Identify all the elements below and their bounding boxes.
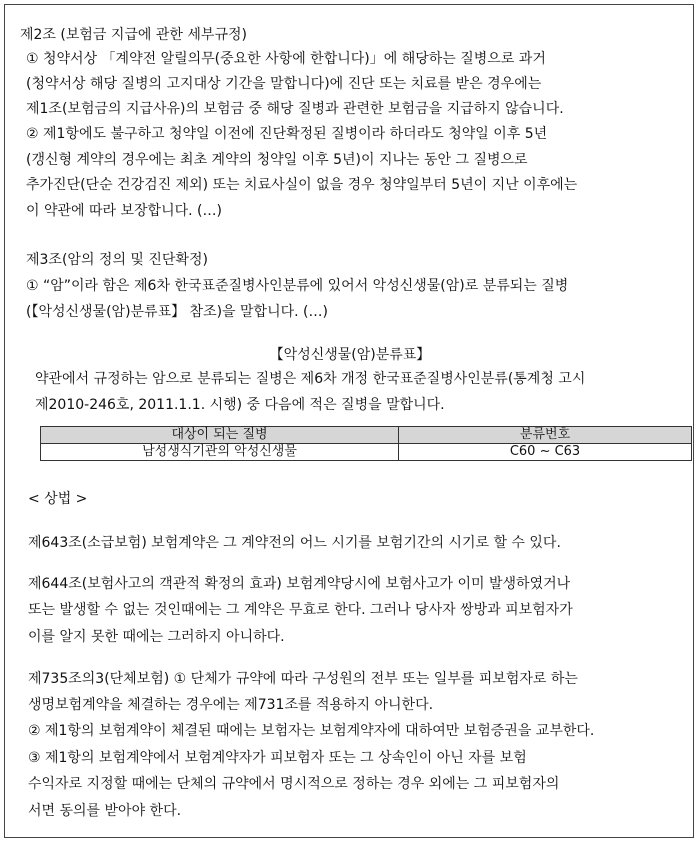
article-735-line: 서면 동의를 받아야 한다. xyxy=(28,803,182,819)
article-735-line: 제735조의3(단체보험) ① 단체가 규약에 따라 구성원의 전부 또는 일부를 피보험자로 하는 xyxy=(28,671,578,687)
table-cell: C60 ~ C63 xyxy=(399,444,692,461)
article-2-title: 제2조 (보험금 지급에 관한 세부규정) xyxy=(20,27,247,43)
column-header: 대상이 되는 질병 xyxy=(41,427,399,444)
article-644-line: 이를 알지 못한 때에는 그러하지 아니하다. xyxy=(28,629,285,645)
article-644-line: 제644조(보험사고의 객관적 확정의 효과) 보험계약당시에 보험사고가 이미 발생하였거나 xyxy=(28,576,571,592)
commercial-code-label: < 상법 > xyxy=(28,491,88,507)
classification-table xyxy=(40,426,692,461)
article-2-line: (청약서상 해당 질병의 고지대상 기간을 말합니다)에 진단 또는 치료를 받은 경우에는 xyxy=(26,76,542,92)
article-3-line: ① “암”이라 함은 제6차 한국표준질병사인분류에 있어서 악성신생물(암)로 분류되는 질병 xyxy=(26,278,569,294)
article-2-line: (갱신형 계약의 경우에는 최초 계약의 청약일 이후 5년)이 지나는 동안 그 질병으로 xyxy=(26,152,528,168)
table-header-row xyxy=(41,427,692,444)
article-2-line: 제1조(보험금의 지급사유)의 보험금 중 해당 질병과 관련한 보험금을 지급하지 않습니다. xyxy=(26,101,564,117)
article-735-line: 생명보험계약을 체결하는 경우에는 제731조를 적용하지 아니한다. xyxy=(28,697,434,713)
classification-intro-line: 제2010-246호, 2011.1.1. 시행) 중 다음에 적은 질병을 말합니다. xyxy=(35,397,445,413)
table-cell: 남성생식기관의 악성신생물 xyxy=(41,444,399,461)
article-2-line: ② 제1항에도 불구하고 청약일 이전에 진단확정된 질병이라 하더라도 청약일 이후 5년 xyxy=(26,126,548,142)
article-735-line: 수익자로 지정할 때에는 단체의 규약에서 명시적으로 정하는 경우 외에는 그 피보험자의 xyxy=(28,776,560,792)
article-2-line: ① 청약서상 「계약전 알릴의무(중요한 사항에 한합니다)」에 해당하는 질병으로 과거 xyxy=(26,51,546,67)
classification-intro-line: 약관에서 규정하는 암으로 분류되는 질병은 제6차 개정 한국표준질병사인분류(통계청 고시 xyxy=(35,371,586,387)
document-page xyxy=(4,4,694,838)
article-644-line: 또는 발생할 수 없는 것인때에는 그 계약은 무효로 한다. 그러나 당사자 쌍방과 피보험자가 xyxy=(28,602,573,618)
article-2-line: 이 약관에 따라 보장합니다. (…) xyxy=(26,203,222,219)
article-735-line: ② 제1항의 보험계약이 체결된 때에는 보험자는 보험계약자에 대하여만 보험증권을 교부한다. xyxy=(28,723,595,739)
article-2-line: 추가진단(단순 건강검진 제외) 또는 치료사실이 없을 경우 청약일부터 5년이 지난 이후에는 xyxy=(26,177,578,193)
column-header: 분류번호 xyxy=(399,427,692,444)
article-735-line: ③ 제1항의 보험계약에서 보험계약자가 피보험자 또는 그 상속인이 아닌 자를 보험 xyxy=(28,750,527,766)
article-3-line: (【악성신생물(암)분류표】 참조)을 말합니다. (…) xyxy=(26,304,328,320)
article-3-title: 제3조(암의 정의 및 진단확정) xyxy=(26,252,208,268)
classification-heading: 【악성신생물(암)분류표】 xyxy=(269,347,431,363)
table-row xyxy=(41,444,692,461)
article-643-text: 제643조(소급보험) 보험계약은 그 계약전의 어느 시기를 보험기간의 시기로 할 수 있다. xyxy=(28,535,561,551)
